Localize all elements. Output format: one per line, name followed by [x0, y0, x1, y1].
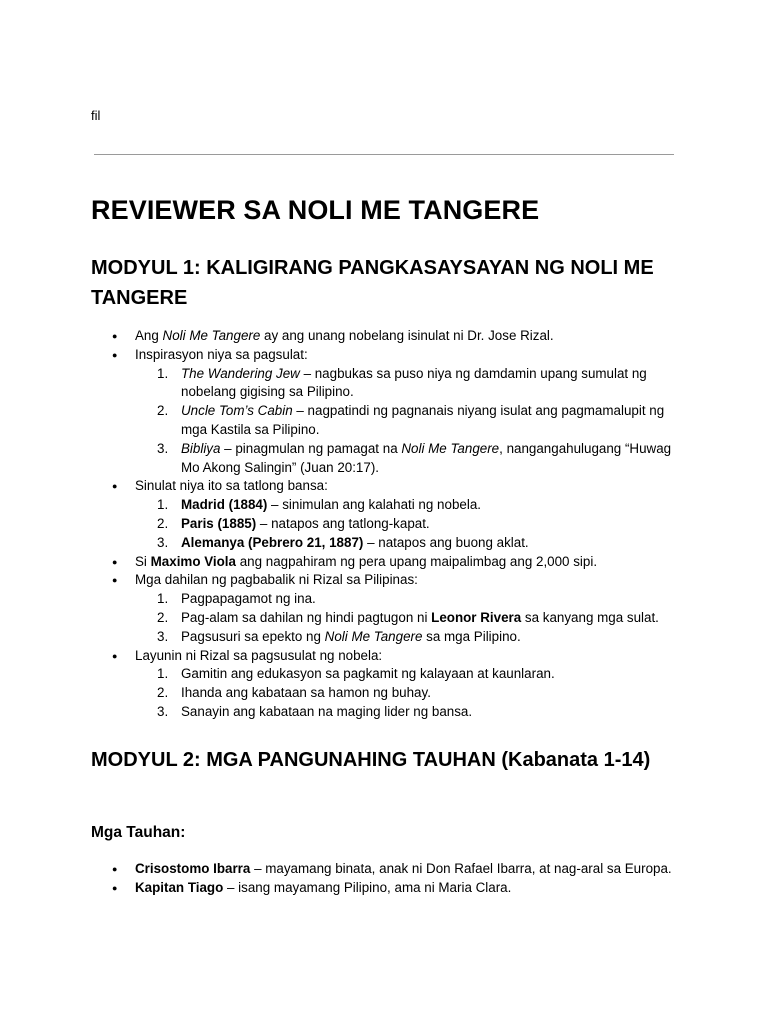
list-item	[91, 571, 691, 646]
item-text: – isang mayamang Pilipino, ama ni Maria Clara.	[223, 879, 512, 895]
numbered-item	[135, 515, 691, 534]
list-item	[91, 553, 691, 572]
inspiration-sublist	[135, 365, 691, 478]
modyul-1-heading: MODYUL 1: KALIGIRANG PANGKASAYSAYAN NG NOLI ME TANGERE	[91, 257, 654, 309]
item-text: – pinagmulan ng pamagat na	[220, 440, 402, 456]
item-number: 2.	[157, 403, 169, 419]
item-number: 1.	[157, 365, 169, 381]
item-text: Sinulat niya ito sa tatlong bansa:	[135, 478, 328, 494]
item-text: , nangangahulugang “Huwag Mo Akong Salingin” (Juan 20:17).	[181, 440, 672, 475]
item-text: Si	[135, 553, 151, 569]
item-bold-text: Leonor Rivera	[431, 609, 522, 625]
item-italic-text: Noli Me Tangere	[162, 328, 261, 343]
item-number: 1.	[157, 591, 169, 607]
item-number: 2.	[157, 685, 169, 701]
item-bold-text: Crisostomo Ibarra	[135, 861, 251, 876]
item-number: 3.	[157, 703, 169, 719]
item-bold-text: Alemanya (Pebrero 21, 1887)	[181, 534, 364, 550]
item-text: sa mga Pilipino.	[422, 628, 521, 644]
modyul-1-list	[91, 327, 691, 722]
list-item	[91, 477, 691, 552]
numbered-item	[135, 609, 691, 628]
item-number: 3.	[157, 628, 169, 644]
header-divider	[94, 154, 674, 155]
item-number: 3.	[157, 440, 169, 456]
list-item	[91, 327, 691, 346]
item-text: Inspirasyon niya sa pagsulat:	[135, 346, 308, 362]
item-italic-text: Noli Me Tangere	[401, 440, 500, 456]
numbered-item	[135, 628, 691, 647]
numbered-item	[135, 365, 691, 403]
modyul-2-list	[91, 860, 691, 898]
document-title: REVIEWER SA NOLI ME TANGERE	[91, 195, 540, 225]
item-italic-text: The Wandering Jew	[181, 365, 300, 381]
list-item	[91, 860, 691, 879]
item-text: Pagsusuri sa epekto ng	[181, 628, 325, 644]
item-text: – mayamang binata, anak ni Don Rafael Ibarra, at nag-aral sa Europa.	[250, 861, 672, 876]
item-number: 1.	[157, 666, 169, 682]
item-text: Pag-alam sa dahilan ng hindi pagtugon ni	[181, 609, 432, 625]
item-text: Ihanda ang kabataan sa hamon ng buhay.	[181, 685, 431, 701]
list-item	[91, 879, 691, 898]
numbered-item	[135, 703, 691, 722]
item-text: Gamitin ang edukasyon sa pagkamit ng kalayaan at kaunlaran.	[181, 666, 555, 682]
item-text: Sanayin ang kabataan na maging lider ng bansa.	[181, 703, 473, 719]
numbered-item	[135, 496, 691, 515]
item-text: – natapos ang buong aklat.	[363, 534, 529, 550]
item-number: 2.	[157, 609, 169, 625]
item-text: Pagpapagamot ng ina.	[181, 591, 316, 607]
item-text: Ang	[135, 328, 163, 343]
item-text: – sinimulan ang kalahati ng nobela.	[267, 497, 481, 513]
item-number: 2.	[157, 515, 169, 531]
item-number: 3.	[157, 534, 169, 550]
numbered-item	[135, 440, 691, 478]
numbered-item	[135, 684, 691, 703]
item-text: Layunin ni Rizal sa pagsusulat ng nobela:	[135, 647, 383, 663]
item-text: ay ang unang nobelang isinulat ni Dr. Jose Rizal.	[260, 328, 554, 343]
numbered-item	[135, 590, 691, 609]
item-text: – nagpatindi ng pagnanais niyang isulat ang pagmamalupit ng mga Kastila sa Pilipino.	[181, 403, 665, 437]
item-text: ang nagpahiram ng pera upang maipalimbag ang 2,000 sipi.	[235, 553, 598, 569]
item-italic-text: Uncle Tom’s Cabin	[181, 403, 293, 419]
return-reasons-sublist	[135, 590, 691, 646]
item-text: Mga dahilan ng pagbabalik ni Rizal sa Pilipinas:	[135, 572, 418, 588]
numbered-item	[135, 665, 691, 684]
numbered-item	[135, 534, 691, 553]
header-label: fil	[91, 108, 101, 123]
tauhan-subheading: Mga Tauhan:	[91, 824, 186, 841]
purpose-sublist	[135, 665, 691, 721]
item-bold-text: Kapitan Tiago	[135, 879, 224, 895]
item-text: sa kanyang mga sulat.	[521, 609, 659, 625]
item-bold-text: Paris (1885)	[181, 515, 257, 531]
item-text: – nagbukas sa puso niya ng damdamin upang sumulat ng nobelang gigising sa Pilipino.	[181, 365, 647, 400]
item-number: 1.	[157, 497, 169, 513]
numbered-item	[135, 402, 691, 440]
item-italic-text: Bibliya	[181, 440, 221, 456]
countries-sublist	[135, 496, 691, 552]
item-text: – natapos ang tatlong-kapat.	[256, 515, 430, 531]
item-bold-text: Madrid (1884)	[181, 497, 268, 513]
item-italic-text: Noli Me Tangere	[324, 628, 423, 644]
item-bold-text: Maximo Viola	[150, 553, 236, 569]
list-item	[91, 647, 691, 722]
list-item	[91, 346, 691, 478]
modyul-2-heading: MODYUL 2: MGA PANGUNAHING TAUHAN (Kabanata 1-14)	[91, 749, 651, 771]
